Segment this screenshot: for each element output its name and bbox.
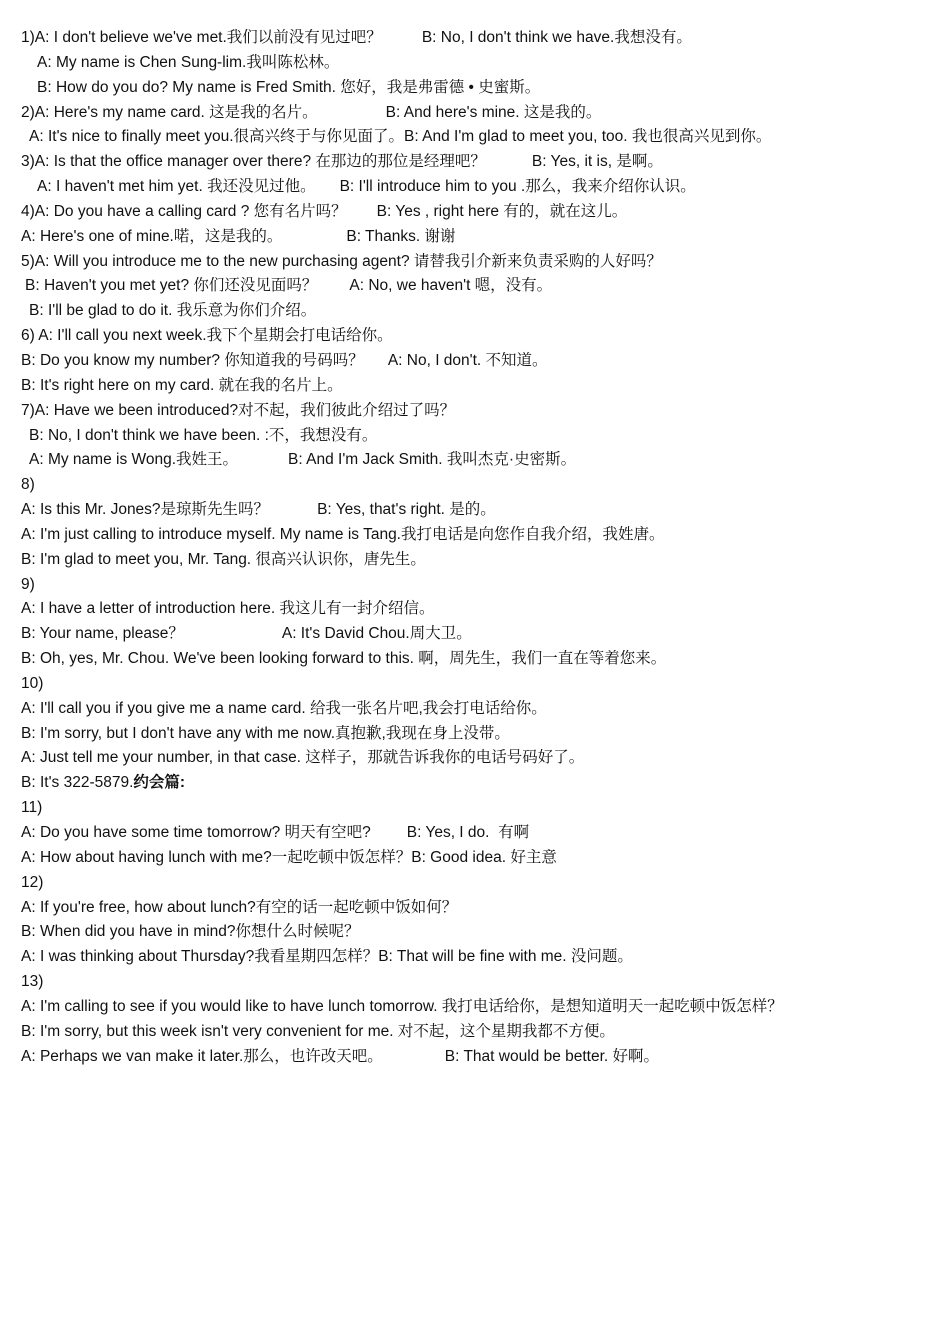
dialogue-text: B: How do you do? My name is Fred Smith. 您好，我是弗雷德 • 史蜜斯。 (37, 78, 541, 96)
dialogue-text: B: I'm sorry, but this week isn't very convenient for me. 对不起，这个星期我都不方便。 (21, 1022, 615, 1040)
dialogue-text: A: I haven't met him yet. 我还没见过他。 (37, 178, 316, 196)
dialogue-text: 2)A: Here's my name card. 这是我的名片。 (21, 103, 318, 121)
text-line (0, 225, 950, 250)
dialogue-text: B: Yes , right here 有的，就在这儿。 (376, 202, 628, 220)
text-line (0, 76, 950, 101)
dialogue-text: A: Perhaps we van make it later.那么，也许改天吧。 (21, 1047, 383, 1065)
dialogue-text: 4)A: Do you have a calling card ? 您有名片吗？ (21, 202, 347, 220)
text-line (0, 26, 950, 51)
dialogue-text: 3)A: Is that the office manager over there? 在那边的那位是经理吧？ (21, 153, 486, 171)
dialogue-text: B: No, I don't think we have.我想没有。 (421, 29, 692, 46)
dialogue-text: B: And here's mine. 这是我的。 (385, 103, 602, 121)
dialogue-text: 13) (21, 973, 44, 991)
text-line (0, 746, 950, 771)
dialogue-text: B: That would be better. 好啊。 (444, 1047, 660, 1065)
dialogue-text: B: Yes, I do. 有啊 (406, 824, 530, 841)
dialogue-text: A: How about having lunch with me?一起吃顿中饭怎样？B: Good idea. 好主意 (21, 848, 557, 866)
dialogue-text: 6) A: I'll call you next week.我下个星期会打电话给你。 (21, 327, 393, 345)
dialogue-text: A: I'll call you if you give me a name card. 给我一张名片吧,我会打电话给你。 (21, 699, 547, 717)
text-line (0, 299, 950, 324)
text-line (0, 722, 950, 747)
dialogue-text: B: Yes, it is, 是啊。 (531, 153, 663, 171)
text-line (0, 622, 950, 647)
dialogue-text: 9) (21, 575, 35, 593)
text-line (0, 473, 950, 498)
dialogue-text: A: I was thinking about Thursday?我看星期四怎样？B: That will be fine with me. 没问题。 (21, 948, 633, 966)
dialogue-text: 12) (21, 873, 44, 891)
text-line (0, 250, 950, 275)
dialogue-text: A: My name is Wong.我姓王。 (29, 451, 239, 469)
dialogue-text: A: It's David Chou.周大卫。 (281, 625, 472, 643)
dialogue-text: A: No, I don't. 不知道。 (387, 351, 548, 369)
dialogue-text: B: Yes, that's right. 是的。 (317, 501, 496, 519)
dialogue-text: B: I'll be glad to do it. 我乐意为你们介绍。 (29, 302, 317, 320)
text-line (0, 597, 950, 622)
text-line (0, 573, 950, 598)
dialogue-text: B: Haven't you met yet? 你们还没见面吗？ (25, 277, 318, 295)
dialogue-text: A: Here's one of mine.喏，这是我的。 (21, 227, 283, 245)
dialogue-text: B: Do you know my number? 你知道我的号码吗？ (21, 351, 364, 369)
dialogue-text: A: If you're free, how about lunch?有空的话一起吃顿中饭如何？ (21, 898, 458, 916)
dialogue-text: A: Just tell me your number, in that case. 这样子，那就告诉我你的电话号码好了。 (21, 749, 585, 767)
text-line (0, 324, 950, 349)
text-line (0, 200, 950, 225)
text-line (0, 101, 950, 126)
text-line (0, 896, 950, 921)
dialogue-text: B: Thanks. 谢谢 (346, 227, 456, 245)
dialogue-text: 8) (21, 476, 35, 494)
text-line (0, 399, 950, 424)
text-line (0, 945, 950, 970)
dialogue-text: B: It's right here on my card. 就在我的名片上。 (21, 376, 343, 394)
text-line (0, 274, 950, 299)
text-line (0, 424, 950, 449)
dialogue-text: 7)A: Have we been introduced?对不起，我们彼此介绍过了吗？ (21, 401, 456, 419)
text-line (0, 995, 950, 1020)
text-line (0, 771, 950, 796)
dialogue-text: A: It's nice to finally meet you.很高兴终于与你见面了。B: And I'm glad to meet you, too. 我也很高兴见到你。 (29, 128, 772, 146)
dialogue-text: 10) (21, 674, 44, 692)
document-body (0, 26, 950, 1069)
text-line (0, 125, 950, 150)
text-line (0, 498, 950, 523)
text-line (0, 150, 950, 175)
text-line (0, 697, 950, 722)
dialogue-text: B: When did you have in mind?你想什么时候呢？ (21, 923, 360, 941)
text-line (0, 672, 950, 697)
text-line (0, 846, 950, 871)
dialogue-text: A: No, we haven't 嗯，没有。 (349, 277, 553, 295)
dialogue-text: B: And I'm Jack Smith. 我叫杰克·史密斯。 (288, 451, 577, 469)
text-line (0, 920, 950, 945)
text-line (0, 647, 950, 672)
dialogue-text: B: Oh, yes, Mr. Chou. We've been looking forward to this. 啊，周先生，我们一直在等着您来。 (21, 650, 667, 668)
text-line (0, 796, 950, 821)
dialogue-text: A: I'm calling to see if you would like to have lunch tomorrow. 我打电话给你，是想知道明天一起吃顿中饭怎样？ (21, 997, 783, 1015)
dialogue-text: A: I'm just calling to introduce myself. My name is Tang.我打电话是向您作自我介绍，我姓唐。 (21, 525, 665, 543)
text-line (0, 821, 950, 846)
dialogue-text: B: No, I don't think we have been. :不，我想没有。 (29, 426, 378, 444)
text-line (0, 871, 950, 896)
text-line (0, 51, 950, 76)
text-line (0, 175, 950, 200)
dialogue-text: 11) (21, 799, 43, 817)
text-line (0, 448, 950, 473)
dialogue-text: B: I'm sorry, but I don't have any with me now.真抱歉,我现在身上没带。 (21, 724, 510, 742)
dialogue-text: A: Do you have some time tomorrow? 明天有空吧? (21, 824, 371, 841)
dialogue-text: 5)A: Will you introduce me to the new purchasing agent? 请替我引介新来负责采购的人好吗？ (21, 252, 662, 270)
text-line (0, 970, 950, 995)
text-line (0, 523, 950, 548)
text-line (0, 1020, 950, 1045)
dialogue-text: 1)A: I don't believe we've met.我们以前没有见过吧？ (21, 29, 382, 46)
dialogue-text: B: Your name, please？ (21, 625, 184, 643)
text-line (0, 374, 950, 399)
dialogue-text: B: I'm glad to meet you, Mr. Tang. 很高兴认识你，唐先生。 (21, 550, 426, 568)
dialogue-text: B: I'll introduce him to you .那么，我来介绍你认识。 (339, 178, 696, 196)
text-line (0, 349, 950, 374)
section-heading: 约会篇: (133, 774, 186, 792)
dialogue-text: B: It's 322-5879. (21, 774, 134, 792)
dialogue-text: A: My name is Chen Sung-lim.我叫陈松林。 (37, 53, 340, 71)
text-line (0, 548, 950, 573)
text-line (0, 1045, 950, 1070)
dialogue-text: A: I have a letter of introduction here. 我这儿有一封介绍信。 (21, 600, 435, 618)
dialogue-text: A: Is this Mr. Jones?是琼斯先生吗？ (21, 501, 270, 519)
